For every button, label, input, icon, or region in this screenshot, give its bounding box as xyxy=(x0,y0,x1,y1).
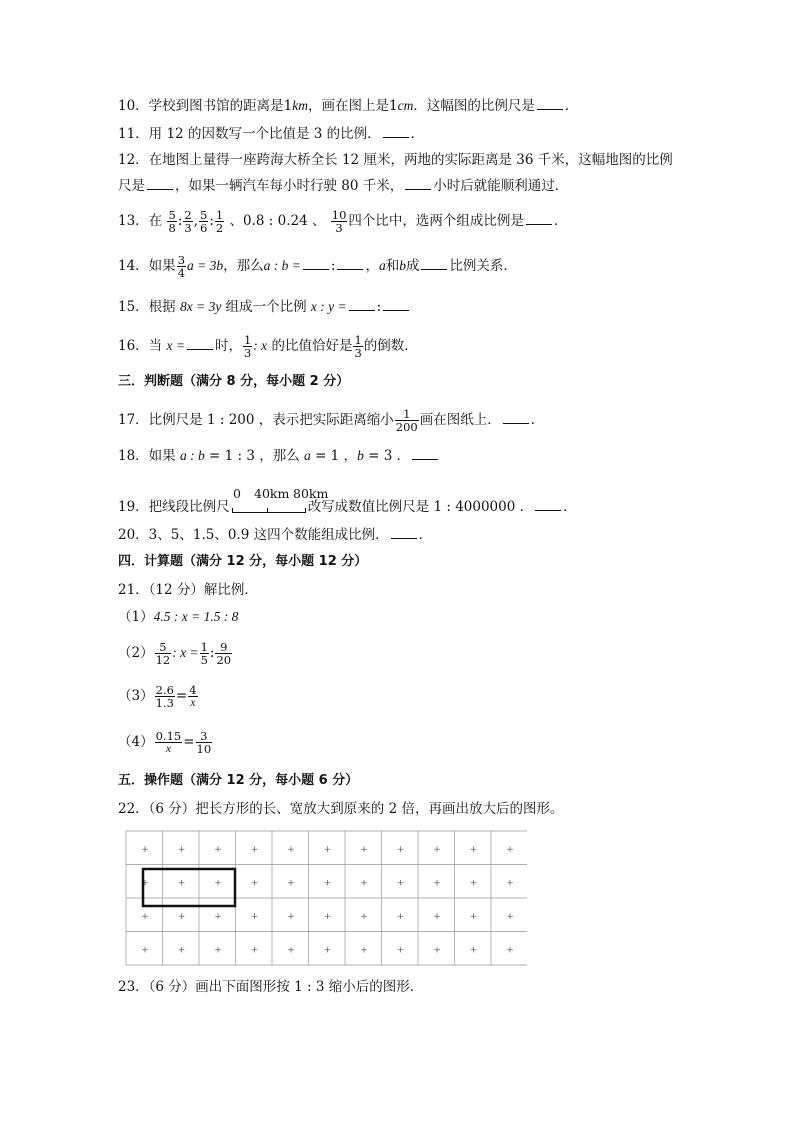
answer-blank[interactable] xyxy=(383,298,409,311)
fraction-den: 8 xyxy=(168,221,176,235)
fraction-num: 3 xyxy=(196,730,213,743)
q20-end: ． xyxy=(418,527,433,543)
answer-blank[interactable] xyxy=(383,125,409,138)
question-21-part-1 xyxy=(118,607,238,627)
fraction-num: 1 xyxy=(200,640,208,654)
grid-plus-mark: + xyxy=(506,844,514,855)
q15-ratio: x : y = xyxy=(310,299,347,314)
grid-plus-mark: + xyxy=(506,911,514,922)
dot-grid[interactable] xyxy=(125,830,527,966)
part-label: （2） xyxy=(118,645,154,661)
q14-mid: ，那么 xyxy=(223,258,264,274)
fraction-num: 2 xyxy=(184,208,192,222)
scale-bar xyxy=(230,497,308,517)
part-expr: 4.5 : x = 1.5 : 8 xyxy=(153,609,239,624)
fraction xyxy=(353,334,362,359)
fraction xyxy=(177,254,186,279)
q15-colon: : xyxy=(376,299,382,315)
fraction-num: 0.15 xyxy=(155,729,182,743)
fraction-num: 1 xyxy=(395,408,419,421)
fraction xyxy=(155,730,183,755)
grid-plus-mark: + xyxy=(250,911,259,922)
fraction-num: 5 xyxy=(155,641,172,654)
grid-plus-mark: + xyxy=(396,945,405,956)
question-15 xyxy=(118,297,411,317)
fraction-num: 10 xyxy=(331,208,347,222)
q14-and: 和 xyxy=(385,258,400,274)
q10-unit-km: km xyxy=(292,98,309,113)
grid-plus-mark: + xyxy=(396,878,405,889)
grid-plus-mark: + xyxy=(287,945,295,956)
q14-prefix: 14．如果 xyxy=(118,258,176,274)
question-21-part-4 xyxy=(118,727,213,757)
q13-suffix: 四个比中，选两个组成比例是 xyxy=(348,213,524,229)
grid-plus-mark: + xyxy=(433,844,441,855)
q15-prefix: 15．根据 xyxy=(118,299,180,315)
q15-mid: 组成一个比例 xyxy=(221,299,311,315)
fraction-num: 2.6 xyxy=(155,683,174,697)
fraction xyxy=(199,209,208,234)
section-5-heading: 五．操作题（满分 12 分，每小题 6 分） xyxy=(118,773,359,788)
q13-prefix: 13．在 xyxy=(118,213,163,229)
fraction xyxy=(155,684,175,709)
grid-plus-mark: + xyxy=(433,911,441,922)
fraction-den: 10 xyxy=(196,742,212,756)
q18-mid: = 1 : 3 ，那么 xyxy=(204,448,305,464)
grid-plus-mark: + xyxy=(323,844,332,855)
q12-line1: 12．在地图上量得一座跨海大桥全长 12 厘米，两地的实际距离是 36 千米，这幅地图的比例 xyxy=(118,152,673,168)
fraction xyxy=(183,209,192,234)
q18-a-val: = 1 ， xyxy=(310,448,358,464)
fraction-den: 4 xyxy=(177,266,186,280)
q18-ratio: a : b xyxy=(179,448,205,463)
grid-plus-mark: + xyxy=(360,945,368,956)
grid-plus-mark: + xyxy=(177,945,186,956)
q17-suffix: 画在图纸上． xyxy=(419,412,501,428)
fraction-den: 3 xyxy=(354,346,362,360)
q18-b: b xyxy=(357,448,364,463)
fraction xyxy=(167,209,176,234)
q12-line2-a: 尺是 xyxy=(118,178,145,194)
scale-bar-line xyxy=(232,512,306,513)
answer-blank[interactable] xyxy=(421,257,447,270)
fraction-den: x xyxy=(165,743,171,755)
q10-text-a: 10．学校到图书馆的距离是1 xyxy=(118,98,293,114)
q14-ratio: a : b = xyxy=(263,258,301,273)
answer-blank[interactable] xyxy=(526,212,552,225)
answer-blank[interactable] xyxy=(303,257,329,270)
answer-blank[interactable] xyxy=(537,97,563,110)
fraction-den: 5 xyxy=(200,653,208,667)
q16-text-b: 的比值恰好是 xyxy=(267,338,353,354)
grid-plus-mark: + xyxy=(141,878,149,889)
grid-plus-mark: + xyxy=(214,911,222,922)
answer-blank[interactable] xyxy=(337,257,363,270)
fraction-num: 5 xyxy=(200,208,208,222)
q11-text: 11．用 12 的因数写一个比值是 3 的比例． xyxy=(118,126,381,142)
question-21-part-3 xyxy=(118,681,199,711)
answer-blank[interactable] xyxy=(349,298,375,311)
grid-plus-mark: + xyxy=(360,878,368,889)
q19-suffix: 改写成数值比例尺是 1 : 4000000 ． xyxy=(307,499,534,515)
grid-plus-mark: + xyxy=(323,878,332,889)
grid-plus-mark: + xyxy=(506,878,514,889)
answer-blank[interactable] xyxy=(391,526,417,539)
fraction-den: 6 xyxy=(200,221,208,235)
q20-text: 20．3、5、1.5、0.9 这四个数能组成比例． xyxy=(118,527,389,543)
grid-plus-mark: + xyxy=(287,844,295,855)
scale-label-80km: 80km xyxy=(293,486,329,501)
fraction-num: 1 xyxy=(215,208,224,222)
q14-cheng: 成 xyxy=(405,258,420,274)
question-12-line2 xyxy=(118,176,568,196)
grid-plus-mark: + xyxy=(396,844,405,855)
question-23: 23．（6 分）画出下面图形按 1 : 3 缩小后的图形． xyxy=(118,979,424,995)
fraction xyxy=(215,209,224,234)
q14-a: a xyxy=(378,258,386,273)
question-18 xyxy=(118,446,440,466)
question-16 xyxy=(118,331,418,361)
answer-blank[interactable] xyxy=(412,447,438,460)
fraction xyxy=(243,334,252,359)
q19-end: ． xyxy=(563,499,577,515)
fraction-num: 1 xyxy=(243,333,252,347)
grid-plus-mark: + xyxy=(433,878,441,889)
scale-label-0: 0 xyxy=(233,486,241,501)
q19-prefix: 19．把线段比例尺 xyxy=(118,499,230,515)
grid-plus-mark: + xyxy=(177,844,186,855)
part-colon: : xyxy=(209,645,215,661)
fraction xyxy=(215,641,232,666)
fraction-den: 20 xyxy=(216,653,232,667)
fraction-den: 12 xyxy=(155,653,171,667)
answer-blank[interactable] xyxy=(503,411,529,424)
grid-plus-mark: + xyxy=(396,911,405,922)
fraction xyxy=(331,209,348,234)
grid-plus-mark: + xyxy=(250,878,259,889)
q16-suffix: 的倒数． xyxy=(363,338,418,354)
question-19 xyxy=(118,497,577,517)
q14-suffix: 比例关系． xyxy=(449,258,517,274)
q12-line2-c: 小时后就能顺利通过． xyxy=(433,178,569,194)
grid-plus-mark: + xyxy=(250,945,259,956)
grid-plus-mark: + xyxy=(323,911,332,922)
question-21-title: 21．（12 分）解比例． xyxy=(118,582,258,598)
fraction xyxy=(188,684,197,709)
q16-prefix: 16．当 xyxy=(118,338,167,354)
q16-x: x = xyxy=(166,338,185,353)
grid-plus-mark: + xyxy=(469,945,478,956)
scale-bar-tick xyxy=(232,508,233,513)
question-17 xyxy=(118,403,544,437)
q12-line2-b: ，如果一辆汽车每小时行驶 80 千米， xyxy=(175,178,404,194)
q14-eq: a = 3b xyxy=(187,258,224,273)
grid-plus-mark: + xyxy=(287,911,295,922)
section-3-heading: 三．判断题（满分 8 分，每小题 2 分） xyxy=(118,374,350,389)
q18-prefix: 18．如果 xyxy=(118,448,180,464)
question-11 xyxy=(118,124,424,144)
fraction xyxy=(196,730,213,755)
grid-plus-mark: + xyxy=(323,945,332,956)
fraction-num: 9 xyxy=(215,641,232,654)
part-label: （4） xyxy=(118,734,154,750)
grid-plus-mark: + xyxy=(469,844,478,855)
grid-plus-mark: + xyxy=(360,911,368,922)
question-14 xyxy=(118,251,517,281)
fraction xyxy=(395,408,419,433)
grid-plus-mark: + xyxy=(141,945,149,956)
q14-b: b xyxy=(399,258,406,273)
q18-a: a xyxy=(304,448,311,463)
grid-plus-mark: + xyxy=(141,911,149,922)
fraction-den: x xyxy=(190,697,196,709)
q16-colonx: : x xyxy=(253,338,268,353)
q17-prefix: 17．比例尺是 1 : 200 ，表示把实际距离缩小 xyxy=(118,412,394,428)
q16-mid: 时， xyxy=(214,338,242,354)
part-eq: = xyxy=(183,734,195,750)
fraction-den: 2 xyxy=(215,221,224,235)
question-12-line1 xyxy=(118,150,673,170)
q14-colon: : xyxy=(330,258,336,274)
grid-plus-mark: + xyxy=(177,911,186,922)
answer-blank[interactable] xyxy=(405,177,431,190)
question-13: 13．在 $\frac{5}{8}$ : $\frac{2}{3}$ , $\frac{5}{6}$ : $\frac{1}{2}$ 、0.8 : 0.24 、 $\frac{10}{3}$ 四个比中，选两个组成比例是 ． xyxy=(118,208,568,235)
q17-end: ． xyxy=(530,412,545,428)
question-10 xyxy=(118,96,578,116)
grid-plus-mark: + xyxy=(469,878,478,889)
q14-text-b: ， xyxy=(365,258,379,274)
q13-mid: 、0.8 : 0.24 、 xyxy=(229,213,326,229)
scale-bar-tick xyxy=(305,508,306,513)
answer-blank[interactable] xyxy=(147,177,173,190)
fraction-num: 3 xyxy=(177,253,186,267)
scale-bar-tick xyxy=(267,508,268,513)
fraction-den: 200 xyxy=(395,420,418,434)
fraction-den: 1.3 xyxy=(155,696,174,710)
fraction-num: 4 xyxy=(189,683,197,697)
grid-plus-mark: + xyxy=(506,945,514,956)
fraction-num: 5 xyxy=(168,208,176,222)
q10-text-c: ．这幅图的比例尺是 xyxy=(413,98,535,114)
q11-end: ． xyxy=(410,126,425,142)
q10-text-b: ，画在图上是1 xyxy=(308,98,398,114)
part-mid: : x = xyxy=(172,645,199,660)
fraction-den: 3 xyxy=(335,221,343,235)
q18-b-val: = 3 ． xyxy=(363,448,411,464)
fraction xyxy=(155,641,172,666)
question-22: 22．（6 分）把长方形的长、宽放大到原来的 2 倍，再画出放大后的图形。 xyxy=(118,801,564,817)
grid-plus-mark: + xyxy=(177,878,186,889)
grid-plus-mark: + xyxy=(214,945,222,956)
part-label: （3） xyxy=(118,688,154,704)
grid-plus-mark: + xyxy=(469,911,478,922)
grid-plus-mark: + xyxy=(433,945,441,956)
scale-label-40km: 40km xyxy=(254,486,290,501)
section-4-heading: 四．计算题（满分 12 分，每小题 12 分） xyxy=(118,554,368,569)
answer-blank[interactable] xyxy=(187,337,213,350)
q10-end: ． xyxy=(564,98,579,114)
q13-end: ． xyxy=(553,213,568,229)
q15-eq: 8x = 3y xyxy=(179,299,222,314)
question-21-part-2 xyxy=(118,638,233,668)
question-20 xyxy=(118,525,432,545)
q10-unit-cm: cm xyxy=(397,98,414,113)
grid-plus-mark: + xyxy=(141,844,149,855)
part-label: （1） xyxy=(118,609,154,625)
grid-plus-mark: + xyxy=(214,878,222,889)
grid-plus-mark: + xyxy=(287,878,295,889)
fraction-num: 1 xyxy=(354,333,362,347)
fraction-den: 3 xyxy=(243,346,252,360)
grid-plus-mark: + xyxy=(250,844,259,855)
fraction xyxy=(200,641,209,666)
part-eq: = xyxy=(175,688,188,704)
grid-plus-mark: + xyxy=(214,844,222,855)
grid-plus-mark: + xyxy=(360,844,368,855)
fraction-den: 3 xyxy=(184,221,192,235)
answer-blank[interactable] xyxy=(535,498,561,511)
